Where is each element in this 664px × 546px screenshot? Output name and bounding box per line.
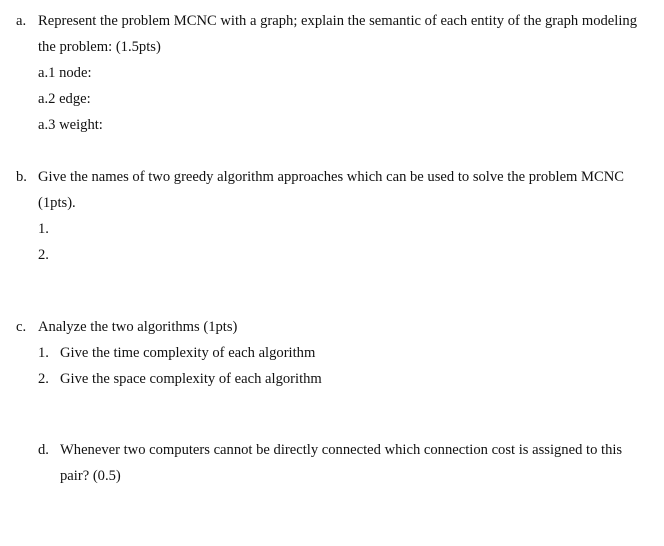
question-a-sub-weight: a.3 weight:: [38, 117, 103, 133]
question-a-sub-node: a.1 node:: [38, 65, 92, 81]
question-a-marker: a.: [16, 13, 27, 29]
question-c-item-2-number: 2.: [38, 371, 49, 387]
question-b-text-line2: (1pts).: [38, 195, 76, 211]
question-b-marker: b.: [16, 169, 27, 185]
question-c-item-2-text: Give the space complexity of each algorithm: [60, 371, 322, 387]
question-b-item-2: 2.: [38, 247, 49, 263]
question-d-text-line2: pair? (0.5): [60, 468, 121, 484]
question-c-text-line1: Analyze the two algorithms (1pts): [38, 319, 238, 335]
question-a-text-line2: the problem: (1.5pts): [38, 39, 161, 55]
question-d-text-line1: Whenever two computers cannot be directly connected which connection cost is assigned to this: [60, 442, 623, 458]
question-d-marker: d.: [38, 442, 49, 458]
question-a-sub-edge: a.2 edge:: [38, 91, 91, 107]
question-c-item-1-text: Give the time complexity of each algorithm: [60, 345, 316, 361]
question-b-text-line1: Give the names of two greedy algorithm approaches which can be used to solve the problem MCNC: [38, 169, 625, 185]
question-b-item-1: 1.: [38, 221, 49, 237]
question-c-item-1-number: 1.: [38, 345, 49, 361]
question-a-text-line1: Represent the problem MCNC with a graph; explain the semantic of each entity of the graph modeling: [38, 13, 637, 29]
question-c-marker: c.: [16, 319, 27, 335]
